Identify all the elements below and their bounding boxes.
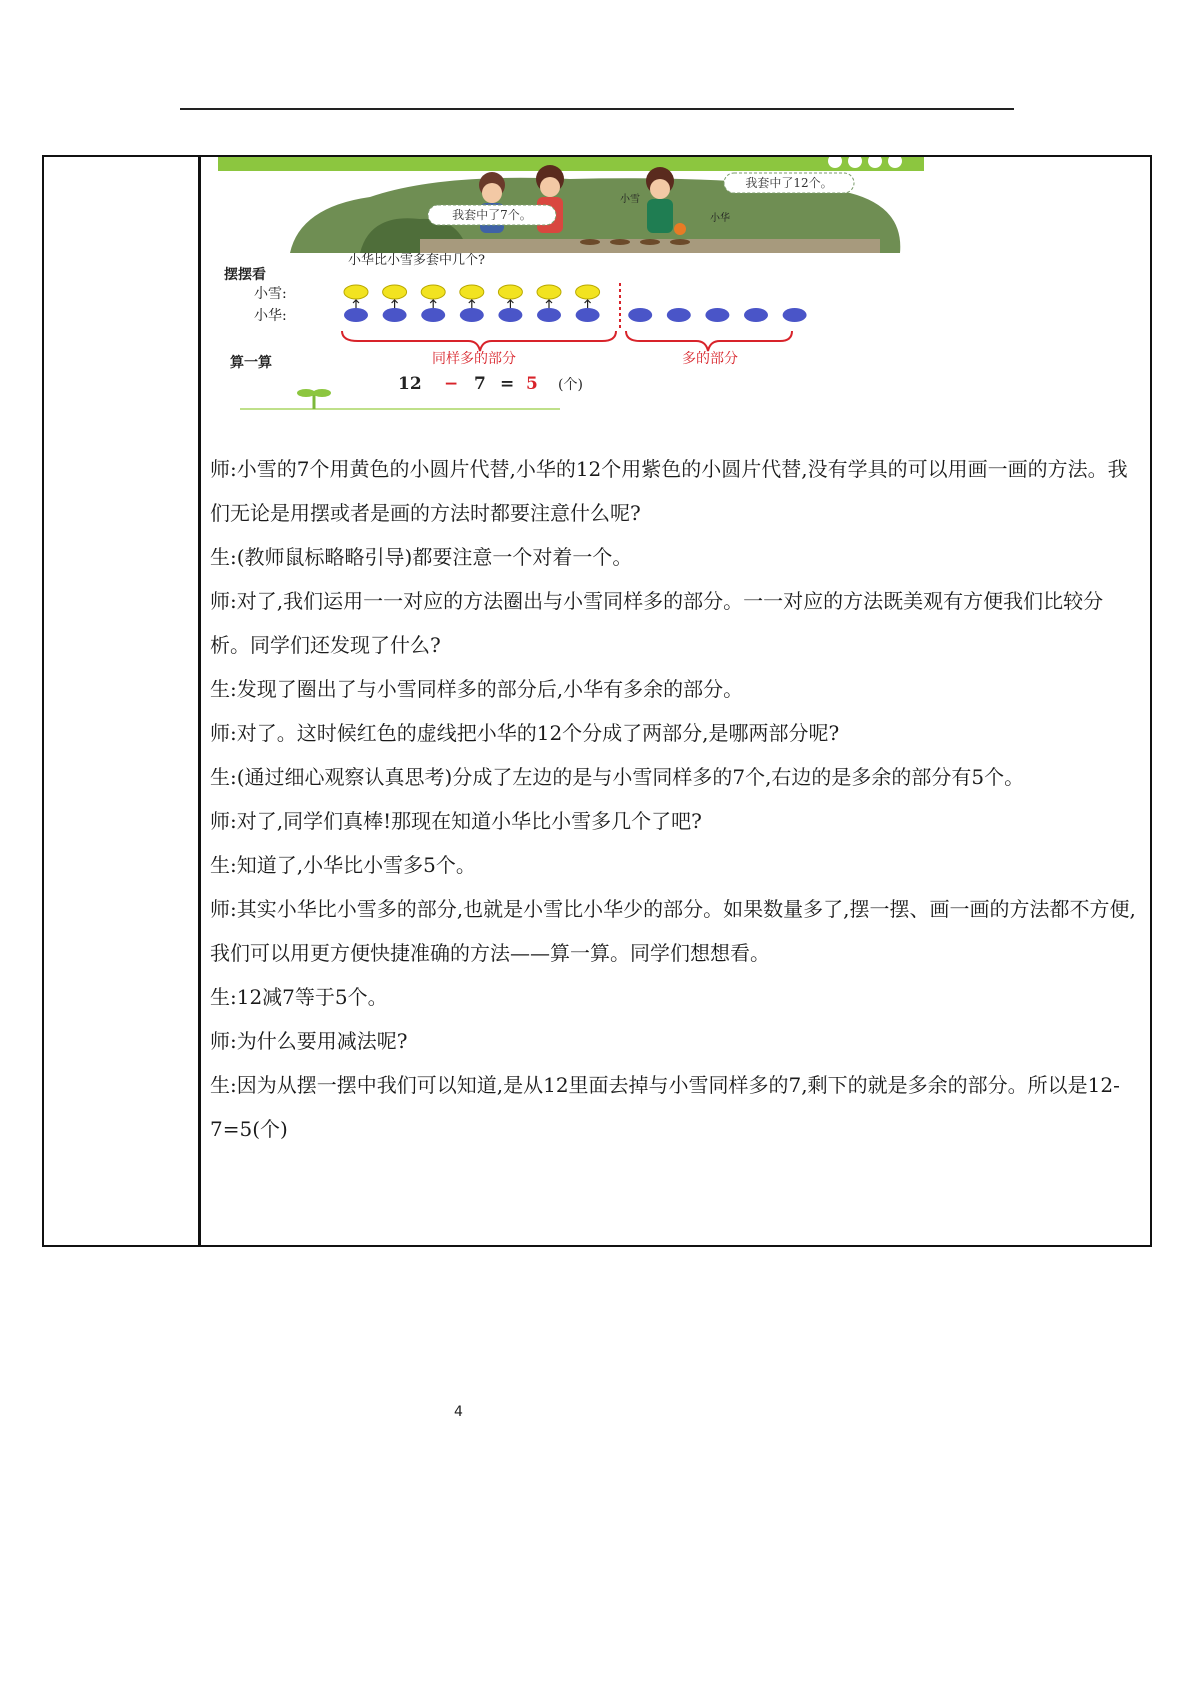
equation-minuend: 12: [398, 374, 422, 394]
purple-counter: [383, 308, 407, 322]
purple-counter: [628, 308, 652, 322]
equation-equals: =: [500, 374, 515, 394]
sprout-icon: [297, 389, 331, 409]
section-calc-label: 算一算: [230, 355, 272, 371]
equation-unit: (个): [558, 377, 583, 393]
purple-counter: [744, 308, 768, 322]
section-arrange-label: 摆摆看: [224, 267, 266, 283]
yellow-counter: [460, 285, 484, 299]
correspondence-arrow: [430, 300, 436, 308]
yellow-counter-row: [344, 285, 600, 299]
correspondence-arrow: [585, 300, 591, 308]
yellow-counter: [383, 285, 407, 299]
page-number: 4: [454, 1404, 463, 1420]
brace-same-label: 同样多的部分: [432, 351, 516, 367]
correspondence-arrow: [392, 300, 398, 308]
row-hua-label: 小华:: [254, 308, 287, 324]
header-rule: [180, 108, 1014, 110]
dialogue-line: 生:发现了圈出了与小雪同样多的部分后,小华有多余的部分。: [210, 677, 744, 701]
purple-counter: [344, 308, 368, 322]
purple-counter: [576, 308, 600, 322]
green-banner: [218, 157, 924, 171]
purple-counter: [705, 308, 729, 322]
name-tag-xue: 小雪: [620, 194, 640, 205]
correspondence-arrow: [507, 300, 513, 308]
purple-counter-row: [344, 308, 807, 322]
table-column-divider: [198, 157, 201, 1245]
yellow-counter: [421, 285, 445, 299]
dialogue-line: 师:对了。这时候红色的虚线把小华的12个分成了两部分,是哪两部分呢?: [210, 721, 840, 745]
yellow-counter: [344, 285, 368, 299]
row-xue-label: 小雪:: [254, 286, 287, 302]
dialogue-line: 师:其实小华比小雪多的部分,也就是小雪比小华少的部分。如果数量多了,摆一摆、画一画的方法都不方便,我们可以用更方便快捷准确的方法——算一算。同学们想想看。: [210, 897, 1136, 965]
lesson-table: [42, 155, 1152, 1247]
speech-bubble-right: [724, 173, 854, 193]
correspondence-arrows: [353, 300, 591, 308]
dialogue-line: 生:(通过细心观察认真思考)分成了左边的是与小雪同样多的7个,右边的是多余的部分有5个。: [210, 765, 1025, 789]
dialogue-line: 师:对了,同学们真棒!那现在知道小华比小雪多几个了吧?: [210, 809, 702, 833]
purple-counter: [421, 308, 445, 322]
equation-result: 5: [526, 374, 538, 394]
yellow-counter: [537, 285, 561, 299]
dialogue-line: 生:(教师鼠标略略引导)都要注意一个对着一个。: [210, 545, 633, 569]
dialogue-line: 生:12减7等于5个。: [210, 985, 388, 1009]
brace-same-part: [342, 331, 616, 351]
child-right-icon: [646, 167, 674, 233]
bubble-left-text: 我套中了7个。: [452, 208, 532, 222]
equation-minus: −: [444, 374, 459, 394]
purple-counter: [498, 308, 522, 322]
purple-counter: [667, 308, 691, 322]
purple-counter: [783, 308, 807, 322]
purple-counter: [537, 308, 561, 322]
dialogue-line: 师:小雪的7个用黄色的小圆片代替,小华的12个用紫色的小圆片代替,没有学具的可以用画一画的方法。我们无论是用摆或者是画的方法时都要注意什么呢?: [210, 457, 1128, 525]
dialogue-line: 师:为什么要用减法呢?: [210, 1029, 408, 1053]
table-content-cell: [210, 157, 1138, 1245]
speech-bubble-left: [428, 205, 556, 225]
figure-question: 小华比小雪多套中几个?: [348, 253, 485, 268]
correspondence-arrow: [546, 300, 552, 308]
textbook-illustration: [210, 157, 924, 415]
correspondence-arrow: [469, 300, 475, 308]
dialogue-line: 师:对了,我们运用一一对应的方法圈出与小雪同样多的部分。一一对应的方法既美观有方便我们比较分析。同学们还发现了什么?: [210, 589, 1104, 657]
dialogue-line: 生:知道了,小华比小雪多5个。: [210, 853, 476, 877]
purple-counter: [460, 308, 484, 322]
name-tag-hua: 小华: [710, 213, 730, 224]
yellow-counter: [576, 285, 600, 299]
equation-subtrahend: 7: [474, 374, 486, 394]
lesson-dialogue: [210, 447, 1140, 1151]
bubble-right-text: 我套中了12个。: [745, 176, 833, 190]
correspondence-arrow: [353, 300, 359, 308]
yellow-counter: [498, 285, 522, 299]
brace-more-label: 多的部分: [682, 351, 738, 367]
dialogue-line: 生:因为从摆一摆中我们可以知道,是从12里面去掉与小雪同样多的7,剩下的就是多余的部分。所以是12-7=5(个): [210, 1073, 1120, 1141]
brace-more-part: [626, 331, 792, 351]
